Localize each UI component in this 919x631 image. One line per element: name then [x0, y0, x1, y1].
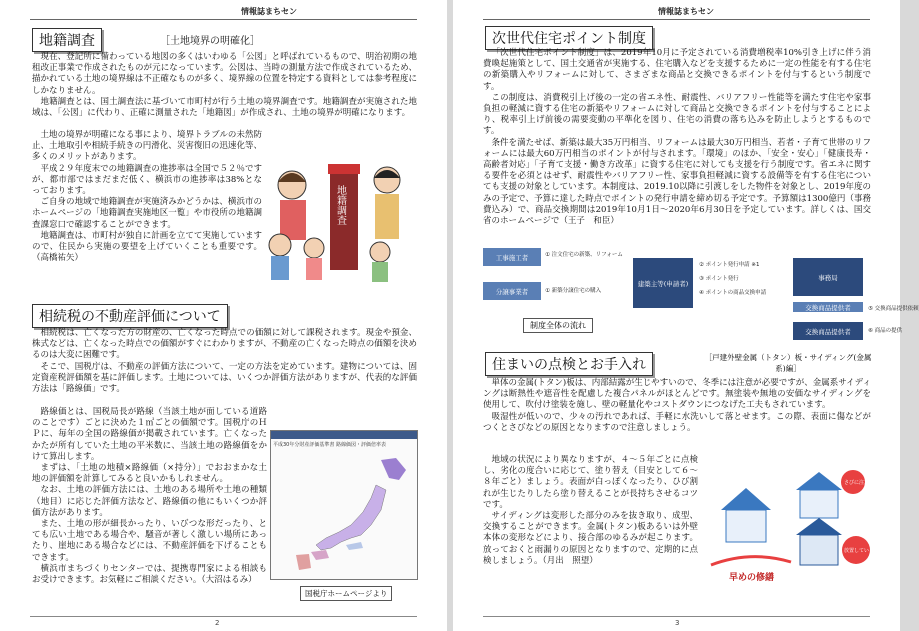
paragraph: 条件を満たせば、新築は最大35万円相当、リフォームは最大30万円相当、若者・子育て世帯のリフォームには最大60万円相当のポイントが付与されます。「環境」のほか、「安全・安心」「健康長寿・高齢者対応」「子育て支援・働き方改革」に資する住宅に対しても支援を行う制度です。省エネに関する要件を必須とはせず、耐震性やバリアフリー性、家事負担軽減に資する設備等を有する住宅についても支援の対象としています。本制度は、2019.10以降に引渡しをした物件を対象とし、2019年度のみの予定で、予算に達した時点でポイントの発行申請を締め切る予定です。予算額は1300億円（事務費込み）で、商品交換期間は2019年10月1日〜2020年6月30日を予定しています。詳しくは、国交省のホームページで（王子 和臣）: [483, 137, 871, 227]
map-title: 平成30年分財産評価基準書 路線価図・評価倍率表: [273, 442, 386, 448]
souzoku-body-side: [32, 407, 267, 586]
rosenka-map-screenshot: [270, 430, 418, 580]
page-footer: [30, 616, 417, 617]
paragraph: 地籍調査は、市町村が独自に計画を立てて実施していますので、住民から実施の要望を上げていくことも重要です。（高橋祐矢）: [32, 230, 262, 264]
paragraph: 横浜市まちづくりセンターでは、提携専門家による相談もお受けできます。お気軽にご相談ください。（大沼はるみ）: [32, 563, 267, 586]
paragraph: 単体の金属(トタン)板は、内部結露が生じやすいので、冬季には注意が必要ですが、金属系サイディングは断熱性や遮音性を配慮した複合パネルがほとんどです。無塗装や無地の安価なサイディングを使用して、吹付け塗装を施し、壁の軽量化やコストダウンにつなげた工夫もされています。: [483, 378, 871, 411]
house-icon: [800, 490, 838, 518]
japan-map-icon: [271, 450, 419, 578]
chiseki-body-side: [32, 130, 262, 264]
paragraph: 地籍調査とは、国土調査法に基づいて市町村が行う土地の境界調査です。地籍調査が実施された地域は、「公図」に代わり、正確に測量された「地籍図」が作成され、土地の境界が明確になります。: [32, 96, 417, 119]
page-number: 2: [215, 619, 220, 627]
paragraph: この制度は、消費税引上げ後の一定の省エネ性、耐震性、バリアフリー性能等を満たす住宅や家事負担の軽減に資する住宅の新築やリフォームに対して商品と交換できるポイントを付与することにより、税率引上げ前後の需要変動の平準化を図り、住宅の消費の落ち込みを防止しようとするものです。: [483, 92, 871, 137]
paragraph: まずは、「土地の地積×路線価（×持分）」でおおまかな土地の評価額を計算してみると良いかもしれません。: [32, 463, 267, 485]
child-head: [304, 238, 324, 258]
page-right: [453, 0, 919, 631]
house-icon: [800, 535, 838, 565]
sumai-caption: ［戸建外壁金属（トタン）板・サイディング(金属系)編］: [704, 353, 872, 373]
point-body: [483, 48, 871, 227]
post-label: 地籍調査: [334, 185, 346, 225]
section-subtitle: ［土地境界の明確化］: [160, 36, 260, 47]
father-body: [375, 194, 399, 239]
chiseki-body-top: [32, 52, 417, 119]
flow-applicant: 建築主等(申請者): [633, 258, 693, 308]
souzoku-body-top: [32, 328, 417, 395]
section-title-chiseki: 地籍調査: [32, 28, 102, 52]
flow-label: ① 注文住宅の新築、リフォーム: [545, 252, 623, 258]
paragraph: 現在、登記所に備わっている地図の多くはいわゆる「公図」と呼ばれているもので、明治初期の地租改正事業で作成されたものが元になっています。公図は、当時の測量方法で作成されているため、描かれている土地の境界線は不正確なものが多く、境界線の位置を特定する資料としては参考程度にしかなりません。: [32, 52, 417, 96]
page-number: 3: [675, 619, 680, 627]
flow-seller: 分譲事業者: [483, 282, 541, 300]
paragraph: 土地の境界が明確になる事により、境界トラブルの未然防止、土地取引や相続手続きの円滑化、災害復旧の迅速化等、多くのメリットがあります。: [32, 130, 262, 163]
svg-text:さびに注意: さびに注意: [844, 480, 870, 486]
section-title-point: 次世代住宅ポイント制度: [485, 26, 653, 50]
flow-exchange: 交換商品提供者: [793, 302, 863, 312]
child-head: [370, 242, 390, 262]
header-title: 情報誌まちセン: [658, 7, 714, 16]
page-left: [0, 0, 447, 631]
flow-label: ⑤ 交換商品提供依頼: [868, 306, 919, 312]
header-title: 情報誌まちセン: [241, 7, 297, 16]
paragraph: 「次世代住宅ポイント制度」は、2019年10月に予定されている消費増税率10%引き上げに伴う消費喚起施策として、国土交通省が実施する、住宅購入などを支援するために一定の性能を有する住宅の新築購入やリフォームに対して、さまざまな商品と交換できるポイントを付与するという制度です。: [483, 48, 871, 92]
flow-label: ④ ポイントの商品交換申請: [699, 290, 767, 296]
paragraph: 相続税は、亡くなった方の財産の、亡くなった時点での価額に対して課税されます。現金や預金、株式などは、亡くなった時点での価額がすぐにわかりますが、不動産の亡くなった時点の価額を決めるのは大変に困難です。: [32, 328, 417, 361]
flow-label: ⑥ 商品の提供: [868, 328, 903, 334]
house-maintenance-illustration: [701, 470, 885, 590]
flow-label: ③ ポイント発行: [699, 276, 739, 282]
sumai-body-top: [483, 378, 871, 434]
page-header: [483, 6, 870, 20]
paragraph: サイディングは変形した部分のみを抜き取り、成型、交換することができます。金属(トタン)板あるいは外壁本体の変形などにより、接合部のゆるみが起こります。放っておくと雨漏りの原因となりますので、定期的に点検しましょう。（月出 照望）: [483, 511, 698, 566]
paragraph: 吸湿性が低いので、少々の汚れであれば、手軽に水洗いして落とせます。この際、表面に傷などがつくとさびなどの原因となりますので注意しましょう。: [483, 411, 871, 433]
flow-label: ② ポイント発行申請 ※1: [699, 262, 760, 268]
child-head: [269, 234, 291, 256]
paragraph: また、土地の形が細長かったり、いびつな形だったり、とても広い土地である場合や、騒音が著しく激しい場所にあったり、崖地にある場合などには、不動産評価を下げることもできます。: [32, 519, 267, 563]
section-title-souzoku: 相続税の不動産評価について: [32, 304, 228, 328]
paragraph: ご自身の地域で地籍調査が実施済みかどうかは、横浜市のホームページの「地籍調査実施地区一覧」や市役所の地籍調査課窓口で確認することができます。: [32, 197, 262, 230]
svg-text:放置していると…: 放置していると…: [844, 548, 885, 554]
flow-label: ① 新築分譲住宅の購入: [545, 288, 602, 294]
paragraph: そこで、国税庁は、不動産の評価方法について、一定の方法を定めています。建物については、固定資産税評価額を基に評価します。土地については、いくつか評価方法がありますが、代表的な評価方法は「路線価」です。: [32, 361, 417, 395]
flow-exchange-main: 交換商品提供者: [793, 322, 863, 340]
paragraph: 路線価とは、国税局長が路線（当該土地が面している道路のことです）ごとに決めた１㎡ごとの価額です。国税庁のＨＰに、毎年の全国の路線価が掲載されています。亡くなったかたが所有していた土地の平米数に、当該土地の路線価をかけて算出します。: [32, 407, 267, 462]
flow-office: 事務局: [793, 258, 863, 296]
early-repair-label: 早めの修繕: [729, 573, 775, 583]
sumai-body-side: [483, 455, 698, 567]
family-survey-illustration: [262, 150, 412, 285]
paragraph: 平成２９年度末での地籍調査の進捗率は全国で５２％ですが、都市部ではまだまだ低く、横浜市の進捗率は38%となっております。: [32, 163, 262, 197]
page-header: [30, 6, 417, 20]
paragraph: なお、土地の評価方法には、土地のある場所や土地の種類（地目）に応じた評価方法など、路線価の他にもいくつか評価方法があります。: [32, 485, 267, 518]
section-title-sumai: 住まいの点検とお手入れ: [485, 352, 653, 376]
flow-caption: 制度全体の流れ: [523, 318, 593, 333]
flow-builder: 工事施工者: [483, 248, 541, 266]
page-footer: [483, 616, 870, 617]
paragraph: 地域の状況により異なりますが、４〜５年ごとに点検し、劣化の度合いに応じて、塗り替え（目安として６〜８年ごと）ましょう。表面が白っぽくなったり、ひび割れが生じたりしたら塗り替えることが長持ちさせるコツです。: [483, 455, 698, 510]
map-caption: 国税庁ホームページより: [300, 586, 392, 601]
house-icon: [726, 510, 766, 542]
mother-body: [280, 200, 306, 240]
